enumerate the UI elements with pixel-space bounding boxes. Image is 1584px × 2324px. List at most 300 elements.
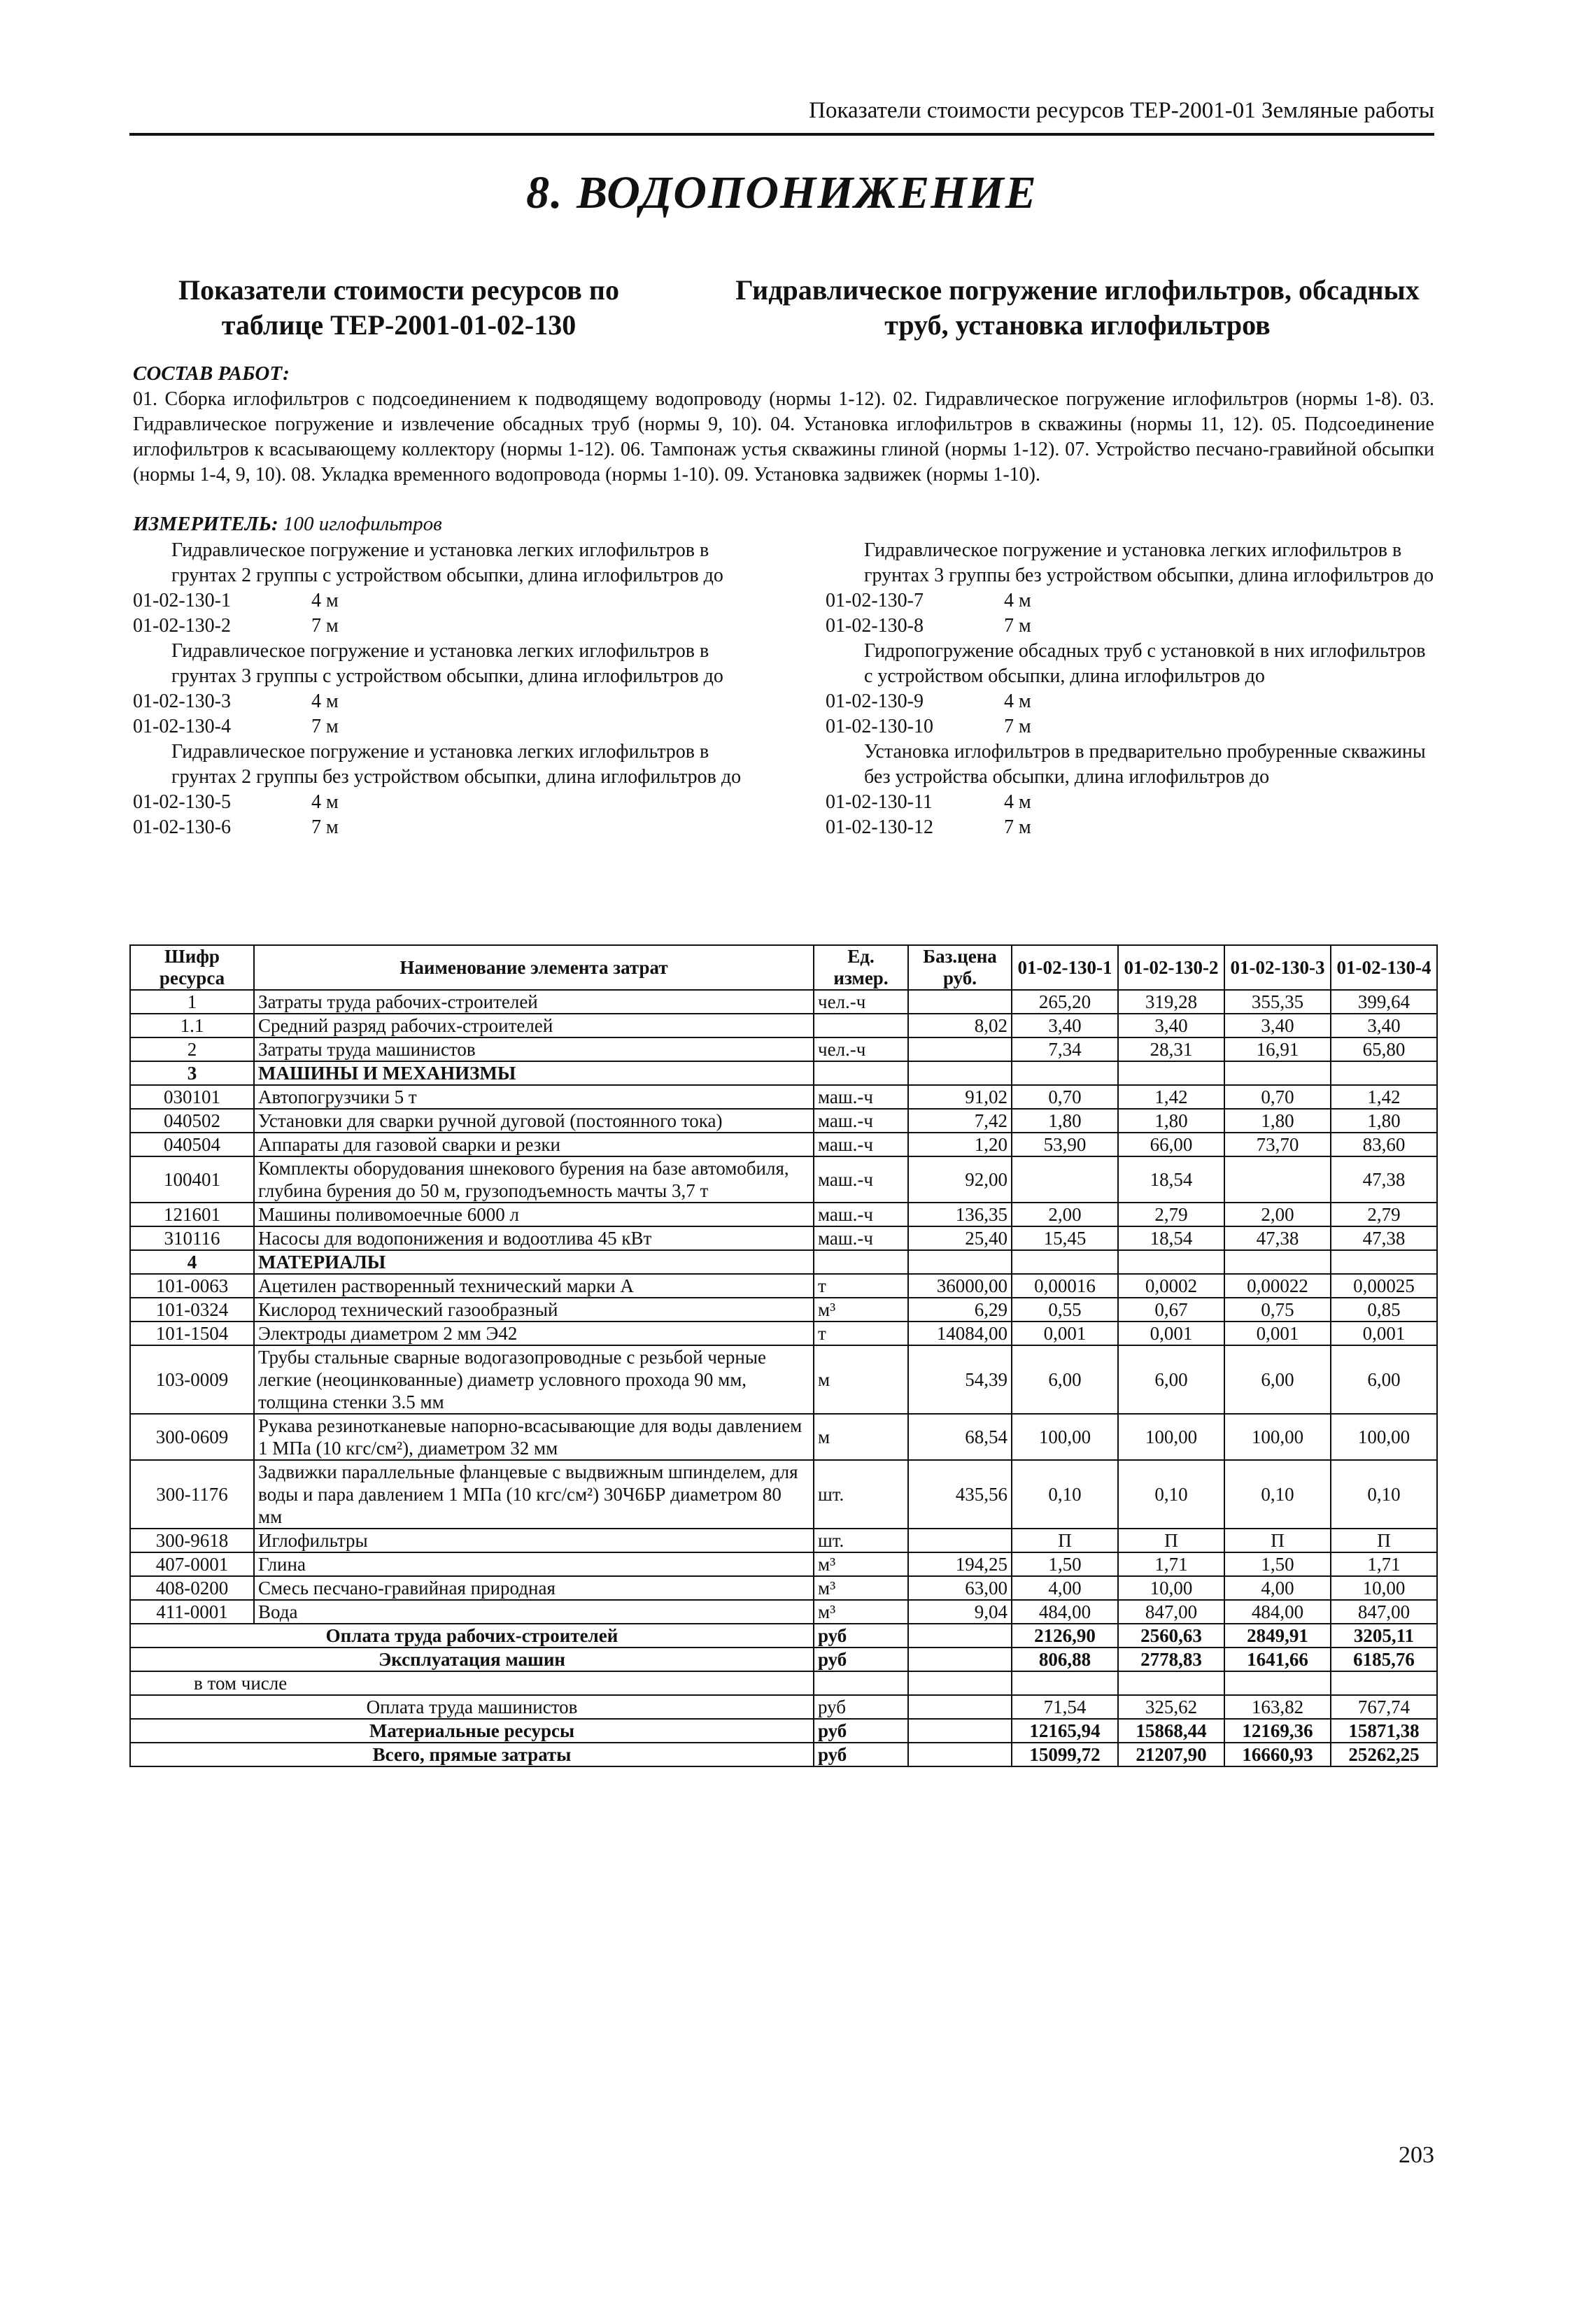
cell-price: 8,02 [908,1014,1012,1037]
cell-norm-1: 100,00 [1012,1414,1118,1460]
cell-name: Аппараты для газовой сварки и резки [254,1133,814,1156]
table-summary-row [130,1719,1437,1743]
summary-unit: руб [814,1695,908,1719]
cell-code: 407-0001 [130,1552,254,1576]
norm-code: 01-02-130-5 [133,791,231,813]
cell-price: 68,54 [908,1414,1012,1460]
cell-norm-1: 4,00 [1012,1576,1118,1600]
summary-price [908,1695,1012,1719]
summary-norm-2: 2778,83 [1118,1648,1224,1671]
col-header-norm-2: 01-02-130-2 [1118,945,1224,990]
summary-norm-1 [1012,1671,1118,1695]
cell-norm-4: 0,001 [1331,1322,1437,1345]
table-summary-row [130,1671,1437,1695]
cell-name: Иглофильтры [254,1529,814,1552]
cell-norm-3: 0,001 [1224,1322,1331,1345]
measure-unit [133,513,442,536]
summary-norm-1: 71,54 [1012,1695,1118,1719]
works-description: 01. Сборка иглофильтров с подсоединением к подводящему водопроводу (нормы 1-12). 02. Гидравлическое погружение иглофильтров (нормы 1-8). 03. Гидравлическое погружение и извлечение обсадных труб (нормы 9, 10). 04. Установка иглофильтров в скважины (нормы 11, 12). 05. Подсоединение иглофильтров к всасывающему коллектору (нормы 1-12). 06. Тампонаж устья скважины глиной (нормы 1-12). 07. Устройство песчано-гравийной обсыпки (нормы 1-4, 9, 10). 08. Укладка временного водопровода (нормы 1-10). 09. Установка задвижек (нормы 1-10). [133,388,1434,486]
cell-norm-1: 2,00 [1012,1203,1118,1226]
cell-price: 435,56 [908,1460,1012,1529]
cell-name: Затраты труда рабочих-строителей [254,990,814,1014]
col-header-norm-1: 01-02-130-1 [1012,945,1118,990]
cell-norm-2: 1,42 [1118,1085,1224,1109]
cell-norm-2 [1118,1061,1224,1085]
measure-value: 100 иглофильтров [283,513,442,535]
cell-price: 7,42 [908,1109,1012,1133]
cell-norm-1: 53,90 [1012,1133,1118,1156]
norm-length: 4 м [1004,791,1031,813]
cell-unit: м³ [814,1552,908,1576]
cell-norm-1: П [1012,1529,1118,1552]
cell-norm-4 [1331,1061,1437,1085]
col-header-norm-4: 01-02-130-4 [1331,945,1437,990]
cell-norm-3: 1,80 [1224,1109,1331,1133]
cell-price: 9,04 [908,1600,1012,1624]
cell-name: Задвижки параллельные фланцевые с выдвижным шпинделем, для воды и пара давлением 1 МПа (10 кгс/см²) 30Ч6БР диаметром 80 мм [254,1460,814,1529]
cell-price: 92,00 [908,1156,1012,1203]
cell-name: Машины поливомоечные 6000 л [254,1203,814,1226]
summary-norm-4: 6185,76 [1331,1648,1437,1671]
col-header-unit: Ед. измер. [814,945,908,990]
cell-unit: шт. [814,1460,908,1529]
cell-norm-4: 10,00 [1331,1576,1437,1600]
cell-name: Ацетилен растворенный технический марки А [254,1274,814,1298]
summary-norm-2: 21207,90 [1118,1743,1224,1766]
summary-price [908,1719,1012,1743]
cell-norm-1: 0,55 [1012,1298,1118,1322]
cell-norm-4: 0,10 [1331,1460,1437,1529]
cell-code: 040502 [130,1109,254,1133]
cell-norm-2: 6,00 [1118,1345,1224,1414]
summary-name: Оплата труда рабочих-строителей [130,1624,814,1648]
cell-norm-1: 15,45 [1012,1226,1118,1250]
summary-name: Оплата труда машинистов [130,1695,814,1719]
cell-norm-1: 265,20 [1012,990,1118,1014]
cell-code: 300-9618 [130,1529,254,1552]
summary-price [908,1743,1012,1766]
cell-norm-2: 66,00 [1118,1133,1224,1156]
norm-code: 01-02-130-11 [826,791,933,813]
cell-norm-1 [1012,1250,1118,1274]
cell-norm-2: 1,80 [1118,1109,1224,1133]
cell-code: 040504 [130,1133,254,1156]
measure-label: ИЗМЕРИТЕЛЬ: [133,513,278,535]
cell-unit [814,1014,908,1037]
table-row [130,1156,1437,1203]
cell-norm-3: 0,75 [1224,1298,1331,1322]
cell-norm-3: 0,10 [1224,1460,1331,1529]
norm-row [826,790,1434,815]
cell-norm-1: 0,70 [1012,1085,1118,1109]
cell-price: 54,39 [908,1345,1012,1414]
summary-norm-3: 163,82 [1224,1695,1331,1719]
table-row [130,1109,1437,1133]
norm-code: 01-02-130-3 [133,690,231,712]
cell-norm-4: 6,00 [1331,1345,1437,1414]
cell-name: Вода [254,1600,814,1624]
table-subject-title: Гидравлическое погружение иглофильтров, обсадных труб, установка иглофильтров [735,274,1420,341]
cell-price: 1,20 [908,1133,1012,1156]
summary-norm-4: 15871,38 [1331,1719,1437,1743]
cell-norm-4: 83,60 [1331,1133,1437,1156]
cell-code: 121601 [130,1203,254,1226]
table-row [130,1133,1437,1156]
cell-name: Насосы для водопонижения и водоотлива 45 кВт [254,1226,814,1250]
norm-length: 4 м [311,690,339,712]
col-header-name: Наименование элемента затрат [254,945,814,990]
cell-code: 3 [130,1061,254,1085]
table-row [130,1460,1437,1529]
norm-length: 7 м [1004,615,1031,637]
norm-code: 01-02-130-9 [826,690,924,712]
cell-unit: чел.-ч [814,990,908,1014]
cell-price: 36000,00 [908,1274,1012,1298]
cell-name: Комплекты оборудования шнекового бурения на базе автомобиля, глубина бурения до 50 м, грузоподъемность мачты 3,7 т [254,1156,814,1203]
cell-norm-2: 319,28 [1118,990,1224,1014]
cell-code: 103-0009 [130,1345,254,1414]
cell-norm-3: 3,40 [1224,1014,1331,1037]
norm-group-title: Гидравлическое погружение и установка легких иглофильтров в грунтах 3 группы с устройством обсыпки, длина иглофильтров до [171,640,723,687]
cell-norm-1: 7,34 [1012,1037,1118,1061]
cell-norm-2: 10,00 [1118,1576,1224,1600]
cell-norm-2: 2,79 [1118,1203,1224,1226]
cell-norm-2: 0,10 [1118,1460,1224,1529]
cell-price [908,1037,1012,1061]
cell-code: 101-0324 [130,1298,254,1322]
cell-norm-2: 1,71 [1118,1552,1224,1576]
norm-group-title: Гидропогружение обсадных труб с установкой в них иглофильтров с устройством обсыпки, длина иглофильтров до [864,640,1426,687]
table-row [130,1414,1437,1460]
cell-norm-4: 65,80 [1331,1037,1437,1061]
running-head: Показатели стоимости ресурсов ТЕР-2001-01 Земляные работы [809,98,1434,123]
cell-norm-3 [1224,1250,1331,1274]
cell-norm-4: 47,38 [1331,1156,1437,1203]
cell-code: 1.1 [130,1014,254,1037]
cell-norm-3: 16,91 [1224,1037,1331,1061]
header-rule [129,133,1434,136]
section-title: 8. ВОДОПОНИЖЕНИЕ [526,167,1038,218]
cell-norm-2: 18,54 [1118,1156,1224,1203]
cell-name: Рукава резинотканевые напорно-всасывающие для воды давлением 1 МПа (10 кгс/см²), диаметром 32 мм [254,1414,814,1460]
summary-unit: руб [814,1743,908,1766]
norm-group-title: Установка иглофильтров в предварительно пробуренные скважины без устройства обсыпки, длина иглофильтров до [864,741,1426,788]
cell-norm-2: 100,00 [1118,1414,1224,1460]
cell-name: МАШИНЫ И МЕХАНИЗМЫ [254,1061,814,1085]
norm-length: 4 м [1004,690,1031,712]
summary-price [908,1624,1012,1648]
norm-code: 01-02-130-12 [826,816,933,838]
cell-code: 310116 [130,1226,254,1250]
norm-group-title: Гидравлическое погружение и установка легких иглофильтров в грунтах 3 группы без устройством обсыпки, длина иглофильтров до [864,539,1434,586]
col-header-price: Баз.цена руб. [908,945,1012,990]
table-row [130,1576,1437,1600]
table-row [130,1274,1437,1298]
cell-name: Смесь песчано-гравийная природная [254,1576,814,1600]
table-row [130,1345,1437,1414]
table-summary-row [130,1695,1437,1719]
norm-length: 7 м [1004,716,1031,737]
norm-length: 4 м [311,590,339,611]
cell-norm-3: 0,00022 [1224,1274,1331,1298]
norm-row [133,588,749,614]
cell-norm-2: 3,40 [1118,1014,1224,1037]
table-body [130,990,1437,1766]
cell-unit: маш.-ч [814,1203,908,1226]
cell-code: 411-0001 [130,1600,254,1624]
cell-norm-3: 100,00 [1224,1414,1331,1460]
col-header-code: Шифр ресурса [130,945,254,990]
cell-price: 136,35 [908,1203,1012,1226]
cell-unit: маш.-ч [814,1109,908,1133]
norm-code: 01-02-130-8 [826,615,924,637]
summary-unit: руб [814,1624,908,1648]
table-section-row [130,1250,1437,1274]
norm-length: 7 м [1004,816,1031,838]
cell-norm-3: 2,00 [1224,1203,1331,1226]
norm-row [133,689,749,714]
norm-length: 4 м [1004,590,1031,611]
cell-name: Кислород технический газообразный [254,1298,814,1322]
summary-norm-3: 1641,66 [1224,1648,1331,1671]
table-row [130,1014,1437,1037]
norm-code: 01-02-130-10 [826,716,933,737]
summary-norm-4: 25262,25 [1331,1743,1437,1766]
cell-norm-2: 0,001 [1118,1322,1224,1345]
cell-name: Электроды диаметром 2 мм Э42 [254,1322,814,1345]
summary-name: Материальные ресурсы [130,1719,814,1743]
cell-unit: м [814,1414,908,1460]
cell-code: 2 [130,1037,254,1061]
summary-norm-2 [1118,1671,1224,1695]
cell-norm-4 [1331,1250,1437,1274]
table-row [130,1037,1437,1061]
cell-unit: м³ [814,1576,908,1600]
cell-norm-3: П [1224,1529,1331,1552]
cell-norm-2: 28,31 [1118,1037,1224,1061]
table-row [130,1298,1437,1322]
cell-norm-3: 1,50 [1224,1552,1331,1576]
summary-price [908,1671,1012,1695]
cell-norm-4: 1,80 [1331,1109,1437,1133]
cell-norm-4: 1,71 [1331,1552,1437,1576]
cell-code: 030101 [130,1085,254,1109]
cell-price [908,1529,1012,1552]
cell-unit: маш.-ч [814,1133,908,1156]
cell-name: Установки для сварки ручной дуговой (постоянного тока) [254,1109,814,1133]
cell-norm-3: 0,70 [1224,1085,1331,1109]
cell-unit: маш.-ч [814,1085,908,1109]
cell-norm-1 [1012,1156,1118,1203]
table-row [130,1600,1437,1624]
summary-name: Всего, прямые затраты [130,1743,814,1766]
cell-unit: чел.-ч [814,1037,908,1061]
table-summary-row [130,1743,1437,1766]
resource-cost-table [129,944,1438,1767]
summary-norm-1: 15099,72 [1012,1743,1118,1766]
norm-row [826,689,1434,714]
summary-norm-2: 325,62 [1118,1695,1224,1719]
summary-norm-3 [1224,1671,1331,1695]
cell-price: 91,02 [908,1085,1012,1109]
cell-unit [814,1061,908,1085]
norm-row [133,815,749,840]
cell-norm-3: 73,70 [1224,1133,1331,1156]
summary-norm-4: 3205,11 [1331,1624,1437,1648]
cell-unit: т [814,1274,908,1298]
page-number: 203 [1399,2142,1434,2168]
table-row [130,990,1437,1014]
cell-norm-3: 47,38 [1224,1226,1331,1250]
cell-code: 300-1176 [130,1460,254,1529]
cell-norm-1: 0,10 [1012,1460,1118,1529]
cell-price [908,990,1012,1014]
cell-norm-4: 0,00025 [1331,1274,1437,1298]
cell-price [908,1061,1012,1085]
cell-unit: м³ [814,1298,908,1322]
norm-group-title: Гидравлическое погружение и установка легких иглофильтров в грунтах 2 группы с устройством обсыпки, длина иглофильтров до [171,539,723,586]
cell-norm-2: 0,0002 [1118,1274,1224,1298]
cell-norm-2: 18,54 [1118,1226,1224,1250]
col-header-norm-3: 01-02-130-3 [1224,945,1331,990]
cell-norm-4: 47,38 [1331,1226,1437,1250]
cell-norm-4: 0,85 [1331,1298,1437,1322]
cell-norm-1: 0,00016 [1012,1274,1118,1298]
cell-code: 300-0609 [130,1414,254,1460]
cell-name: Затраты труда машинистов [254,1037,814,1061]
cell-norm-1: 6,00 [1012,1345,1118,1414]
cell-norm-2: 0,67 [1118,1298,1224,1322]
summary-norm-1: 806,88 [1012,1648,1118,1671]
cell-unit: м [814,1345,908,1414]
summary-price [908,1648,1012,1671]
cell-name: Трубы стальные сварные водогазопроводные с резьбой черные легкие (неоцинкованные) диаметр условного прохода 90 мм, толщина стенки 3.5 мм [254,1345,814,1414]
summary-norm-3: 16660,93 [1224,1743,1331,1766]
cell-unit: маш.-ч [814,1226,908,1250]
norm-code: 01-02-130-7 [826,590,924,611]
cell-norm-4: 399,64 [1331,990,1437,1014]
summary-norm-4 [1331,1671,1437,1695]
cell-norm-1: 0,001 [1012,1322,1118,1345]
table-row [130,1226,1437,1250]
table-section-row [130,1061,1437,1085]
summary-norm-4: 767,74 [1331,1695,1437,1719]
table-summary-row [130,1648,1437,1671]
cell-norm-1 [1012,1061,1118,1085]
norm-row [826,714,1434,739]
norm-length: 7 м [311,816,339,838]
summary-norm-1: 2126,90 [1012,1624,1118,1648]
cell-norm-4: 847,00 [1331,1600,1437,1624]
cell-unit [814,1250,908,1274]
norm-code: 01-02-130-2 [133,615,231,637]
cell-code: 101-0063 [130,1274,254,1298]
cell-code: 4 [130,1250,254,1274]
table-header-row [130,945,1437,990]
cell-price: 194,25 [908,1552,1012,1576]
norm-groups-right [826,538,1434,840]
cell-code: 100401 [130,1156,254,1203]
cell-code: 101-1504 [130,1322,254,1345]
norm-row [133,614,749,639]
cell-code: 408-0200 [130,1576,254,1600]
cell-norm-1: 3,40 [1012,1014,1118,1037]
norm-row [826,614,1434,639]
cell-norm-3: 6,00 [1224,1345,1331,1414]
summary-unit: руб [814,1719,908,1743]
cell-norm-1: 1,80 [1012,1109,1118,1133]
table-reference-title: Показатели стоимости ресурсов по таблице ТЕР-2001-01-02-130 [178,274,619,341]
cell-norm-1: 1,50 [1012,1552,1118,1576]
norm-code: 01-02-130-1 [133,590,231,611]
table-row [130,1322,1437,1345]
cell-unit: м³ [814,1600,908,1624]
cell-unit: шт. [814,1529,908,1552]
works-heading: СОСТАВ РАБОТ: [133,362,290,385]
summary-norm-3: 12169,36 [1224,1719,1331,1743]
summary-norm-2: 2560,63 [1118,1624,1224,1648]
cell-norm-2: П [1118,1529,1224,1552]
cell-norm-2 [1118,1250,1224,1274]
cell-unit: т [814,1322,908,1345]
norm-length: 7 м [311,615,339,637]
cell-code: 1 [130,990,254,1014]
norm-row [826,815,1434,840]
summary-norm-2: 15868,44 [1118,1719,1224,1743]
norm-length: 4 м [311,791,339,813]
summary-unit [814,1671,908,1695]
summary-unit: руб [814,1648,908,1671]
cell-norm-1: 484,00 [1012,1600,1118,1624]
cell-norm-2: 847,00 [1118,1600,1224,1624]
cell-name: Глина [254,1552,814,1576]
norm-row [133,714,749,739]
table-summary-row [130,1624,1437,1648]
cell-price [908,1250,1012,1274]
summary-name: в том числе [130,1671,814,1695]
table-row [130,1203,1437,1226]
summary-name: Эксплуатация машин [130,1648,814,1671]
norm-groups-left [133,538,749,840]
norm-row [133,790,749,815]
table-row [130,1529,1437,1552]
summary-norm-3: 2849,91 [1224,1624,1331,1648]
norm-group-title: Гидравлическое погружение и установка легких иглофильтров в грунтах 2 группы без устройством обсыпки, длина иглофильтров до [171,741,742,788]
cell-price: 14084,00 [908,1322,1012,1345]
summary-norm-1: 12165,94 [1012,1719,1118,1743]
cell-price: 25,40 [908,1226,1012,1250]
cell-norm-3 [1224,1061,1331,1085]
cell-norm-3 [1224,1156,1331,1203]
cell-name: МАТЕРИАЛЫ [254,1250,814,1274]
table-row [130,1085,1437,1109]
table-row [130,1552,1437,1576]
cell-norm-4: 100,00 [1331,1414,1437,1460]
norm-code: 01-02-130-4 [133,716,231,737]
cell-norm-4: 3,40 [1331,1014,1437,1037]
cell-norm-4: 2,79 [1331,1203,1437,1226]
cell-norm-3: 4,00 [1224,1576,1331,1600]
norm-length: 7 м [311,716,339,737]
cell-price: 63,00 [908,1576,1012,1600]
cell-price: 6,29 [908,1298,1012,1322]
norm-row [826,588,1434,614]
cell-name: Средний разряд рабочих-строителей [254,1014,814,1037]
cell-norm-3: 355,35 [1224,990,1331,1014]
cell-name: Автопогрузчики 5 т [254,1085,814,1109]
norm-code: 01-02-130-6 [133,816,231,838]
cell-norm-4: 1,42 [1331,1085,1437,1109]
